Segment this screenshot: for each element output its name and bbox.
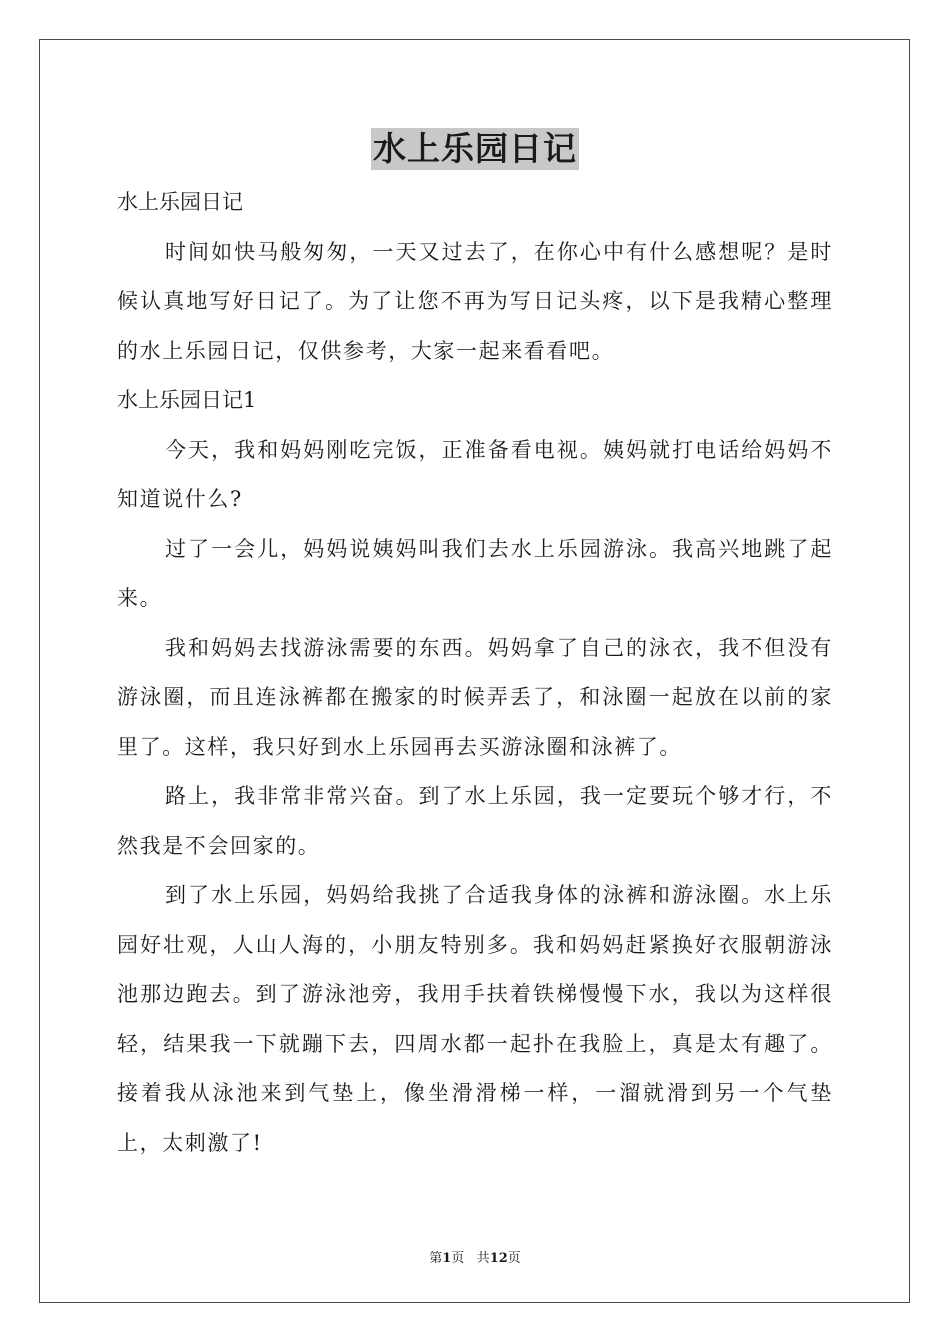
document-title xyxy=(0,127,950,171)
total-pages: 12 xyxy=(489,1251,508,1266)
body-paragraph: 我和妈妈去找游泳需要的东西。妈妈拿了自己的泳衣，我不但没有游泳圈，而且连泳裤都在搬家的时候弄丢了，和泳圈一起放在以前的家里了。这样，我只好到水上乐园再去买游泳圈和泳裤了。 xyxy=(117,635,833,759)
page-suffix: 页 xyxy=(451,1251,465,1266)
intro-paragraph: 时间如快马般匆匆，一天又过去了，在你心中有什么感想呢？是时候认真地写好日记了。为了让您不再为写日记头疼，以下是我精心整理的水上乐园日记，仅供参考，大家一起来看看吧。 xyxy=(117,239,833,363)
document-title-text: 水上乐园日记 xyxy=(373,129,577,168)
section-heading: 水上乐园日记1 xyxy=(117,388,257,412)
page-number: 1 xyxy=(442,1251,452,1266)
total-suffix: 页 xyxy=(507,1251,521,1266)
document-subtitle: 水上乐园日记 xyxy=(117,190,243,214)
body-paragraph: 过了一会儿，妈妈说姨妈叫我们去水上乐园游泳。我高兴地跳了起来。 xyxy=(117,536,833,610)
page-footer xyxy=(0,1247,950,1266)
total-prefix: 共 xyxy=(476,1251,490,1266)
document-body xyxy=(117,178,833,1168)
page-prefix: 第 xyxy=(429,1251,443,1266)
body-paragraph: 今天，我和妈妈刚吃完饭，正准备看电视。姨妈就打电话给妈妈不知道说什么? xyxy=(117,437,833,511)
body-paragraph: 到了水上乐园，妈妈给我挑了合适我身体的泳裤和游泳圈。水上乐园好壮观，人山人海的，小朋友特别多。我和妈妈赶紧换好衣服朝游泳池那边跑去。到了游泳池旁，我用手扶着铁梯慢慢下水，我以为这样很轻，结果我一下就蹦下去，四周水都一起扑在我脸上，真是太有趣了。接着我从泳池来到气垫上，像坐滑滑梯一样，一溜就滑到另一个气垫上，太刺激了! xyxy=(117,883,833,1155)
body-paragraph: 路上，我非常非常兴奋。到了水上乐园，我一定要玩个够才行，不然我是不会回家的。 xyxy=(117,784,833,858)
